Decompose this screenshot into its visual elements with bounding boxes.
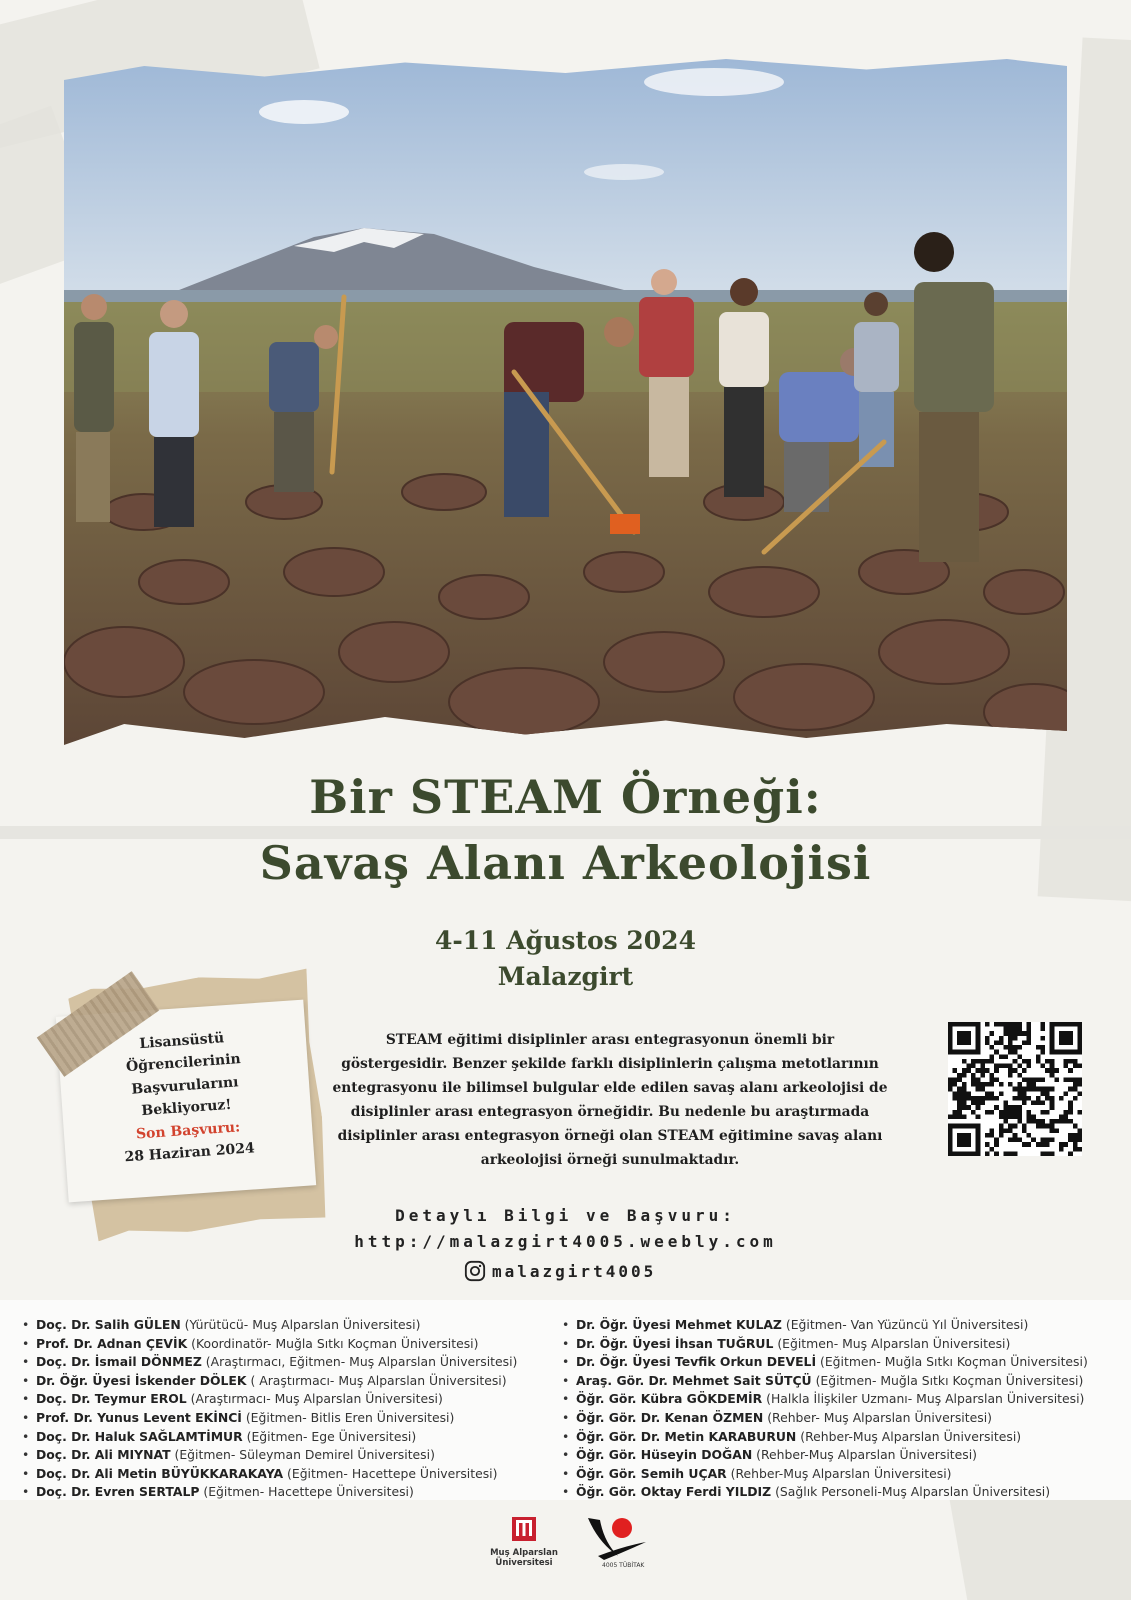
- mus-alparslan-university-logo: [484, 1516, 564, 1568]
- team-member-item: [22, 1465, 517, 1484]
- team-member-name: Dr. Öğr. Üyesi İhsan TUĞRUL: [576, 1335, 774, 1351]
- deadline-label: Son Başvuru:: [135, 1118, 241, 1143]
- team-member-item: [22, 1446, 517, 1465]
- team-member-name: Öğr. Gör. Dr. Metin KARABURUN: [576, 1428, 797, 1444]
- team-member-name: Doç. Dr. Ali MIYNAT: [36, 1447, 171, 1463]
- team-member-role: (Rehber-Muş Alparslan Üniversitesi): [796, 1428, 1022, 1444]
- team-member-name: Öğr. Gör. Hüseyin DOĞAN: [576, 1447, 753, 1463]
- team-member-role: (Koordinatör- Muğla Sıtkı Koçman Üniversitesi): [187, 1335, 479, 1351]
- tubitak-caption: 4005 TÜBİTAK: [602, 1562, 645, 1569]
- team-member-item: [562, 1316, 1088, 1335]
- team-member-name: Doç. Dr. İsmail DÖNMEZ: [36, 1354, 202, 1370]
- team-member-role: (Eğitmen- Van Yüzüncü Yıl Üniversitesi): [781, 1317, 1029, 1332]
- team-member-name: Dr. Öğr. Üyesi İskender DÖLEK: [36, 1372, 247, 1388]
- description-line: disiplinler arası entegrasyon örneği olan STEAM eğitimine savaş alanı: [337, 1128, 883, 1144]
- team-member-item: [562, 1483, 1088, 1502]
- team-member-item: [562, 1372, 1088, 1391]
- team-member-role: (Eğitmen- Muğla Sıtkı Koçman Üniversitesi): [816, 1354, 1088, 1370]
- team-member-name: Doç. Dr. Teymur EROL: [36, 1391, 187, 1407]
- team-member-name: Öğr. Gör. Kübra GÖKDEMİR: [576, 1391, 763, 1407]
- instagram-handle: malazgirt4005: [492, 1261, 657, 1281]
- description-line: entegrasyonu ile bilimsel bulgular elde edilen savaş alanı arkeolojisi de: [332, 1080, 888, 1096]
- excavation-photo: [64, 52, 1067, 752]
- team-member-name: Doç. Dr. Haluk SAĞLAMTİMUR: [36, 1428, 243, 1444]
- team-member-item: [562, 1390, 1088, 1409]
- team-member-role: (Rehber- Muş Alparslan Üniversitesi): [763, 1409, 992, 1425]
- team-member-role: (Eğitmen- Süleyman Demirel Üniversitesi): [170, 1447, 435, 1463]
- team-member-role: (Sağlık Personeli-Muş Alparslan Üniversitesi): [771, 1484, 1051, 1500]
- excavation-photo-illustration: [64, 52, 1067, 752]
- event-location: Malazgirt: [497, 962, 634, 991]
- team-member-item: [22, 1409, 517, 1428]
- team-member-role: (Eğitmen- Muş Alparslan Üniversitesi): [773, 1335, 1011, 1351]
- team-member-item: [22, 1316, 517, 1335]
- team-member-role: (Eğitmen- Bitlis Eren Üniversitesi): [241, 1409, 455, 1425]
- note-line-3: Başvurularını: [130, 1074, 239, 1098]
- team-member-role: (Eğitmen- Hacettepe Üniversitesi): [283, 1465, 498, 1481]
- team-member-role: ( Araştırmacı- Muş Alparslan Üniversitesi): [246, 1372, 507, 1388]
- team-member-item: [562, 1353, 1088, 1372]
- team-member-role: (Rehber-Muş Alparslan Üniversitesi): [752, 1447, 977, 1463]
- team-member-item: [562, 1465, 1088, 1484]
- team-member-name: Öğr. Gör. Semih UÇAR: [576, 1465, 727, 1481]
- team-member-name: Araş. Gör. Dr. Mehmet Sait SÜTÇÜ: [576, 1372, 812, 1388]
- description-line: arkeolojisi örneği sunulmaktadır.: [480, 1152, 740, 1168]
- team-member-name: Doç. Dr. Evren SERTALP: [36, 1484, 200, 1500]
- deadline-date: 28 Haziran 2024: [124, 1140, 256, 1166]
- team-member-item: [562, 1335, 1088, 1354]
- team-member-role: (Eğitmen- Muğla Sıtkı Koçman Üniversitesi): [811, 1372, 1084, 1388]
- info-label: Detaylı Bilgi ve Başvuru:: [395, 1206, 736, 1225]
- team-member-item: [22, 1390, 517, 1409]
- team-member-name: Öğr. Gör. Dr. Kenan ÖZMEN: [576, 1409, 764, 1425]
- description-line: göstergesidir. Benzer şekilde farklı disiplinlerin çalışma metotlarının: [341, 1056, 879, 1072]
- tubitak-mark-icon: [584, 1512, 654, 1562]
- team-member-role: (Eğitmen- Hacettepe Üniversitesi): [199, 1484, 414, 1500]
- team-member-name: Doç. Dr. Salih GÜLEN: [36, 1317, 181, 1332]
- team-member-role: (Eğitmen- Ege Üniversitesi): [242, 1428, 417, 1444]
- team-member-name: Prof. Dr. Adnan ÇEVİK: [36, 1335, 188, 1351]
- team-member-name: Dr. Öğr. Üyesi Mehmet KULAZ: [576, 1317, 782, 1332]
- team-member-role: (Rehber-Muş Alparslan Üniversitesi): [726, 1465, 952, 1481]
- team-member-name: Prof. Dr. Yunus Levent EKİNCİ: [36, 1409, 242, 1425]
- instagram-icon: [464, 1260, 486, 1282]
- note-line-2: Öğrencilerinin: [125, 1051, 242, 1076]
- instagram-handle-row[interactable]: [464, 1258, 656, 1284]
- program-description: [322, 1028, 898, 1172]
- team-member-name: Doç. Dr. Ali Metin BÜYÜKKARAKAYA: [36, 1465, 284, 1481]
- website-link[interactable]: http://malazgirt4005.weebly.com: [354, 1232, 777, 1251]
- team-member-name: Öğr. Gör. Oktay Ferdi YILDIZ: [576, 1484, 772, 1500]
- event-dates: 4-11 Ağustos 2024: [435, 926, 696, 955]
- university-emblem-icon: [511, 1516, 537, 1542]
- university-name-line-1: Muş Alparslan: [490, 1548, 558, 1558]
- team-member-item: [22, 1483, 517, 1502]
- team-list-right: [562, 1316, 1088, 1502]
- qr-code-icon[interactable]: [948, 1022, 1082, 1156]
- description-line: disiplinler arası entegrasyon örneğidir. Bu nedenle bu araştırmada: [350, 1104, 870, 1120]
- team-list-left: [22, 1316, 517, 1502]
- team-member-role: (Halkla İlişkiler Uzmanı- Muş Alparslan Üniversitesi): [762, 1391, 1085, 1407]
- team-member-name: Dr. Öğr. Üyesi Tevfik Orkun DEVELİ: [576, 1354, 817, 1370]
- title-line-1: Bir STEAM Örneği:: [309, 770, 822, 824]
- description-line: STEAM eğitimi disiplinler arası entegrasyonun önemli bir: [385, 1032, 835, 1048]
- team-member-item: [22, 1353, 517, 1372]
- university-name-line-2: Üniversitesi: [495, 1558, 553, 1568]
- note-line-4: Bekliyoruz!: [140, 1097, 233, 1120]
- team-member-item: [562, 1409, 1088, 1428]
- tubitak-4005-logo: [584, 1512, 654, 1572]
- team-member-role: (Araştırmacı, Eğitmen- Muş Alparslan Üniversitesi): [201, 1354, 518, 1370]
- team-member-role: (Araştırmacı- Muş Alparslan Üniversitesi): [186, 1391, 443, 1407]
- team-member-item: [22, 1335, 517, 1354]
- team-member-item: [562, 1446, 1088, 1465]
- title-line-2: Savaş Alanı Arkeolojisi: [259, 836, 872, 890]
- team-member-role: (Yürütücü- Muş Alparslan Üniversitesi): [180, 1317, 421, 1332]
- team-member-item: [22, 1372, 517, 1391]
- team-member-item: [22, 1428, 517, 1447]
- team-member-item: [562, 1428, 1088, 1447]
- note-line-1: Lisansüstü: [138, 1030, 225, 1053]
